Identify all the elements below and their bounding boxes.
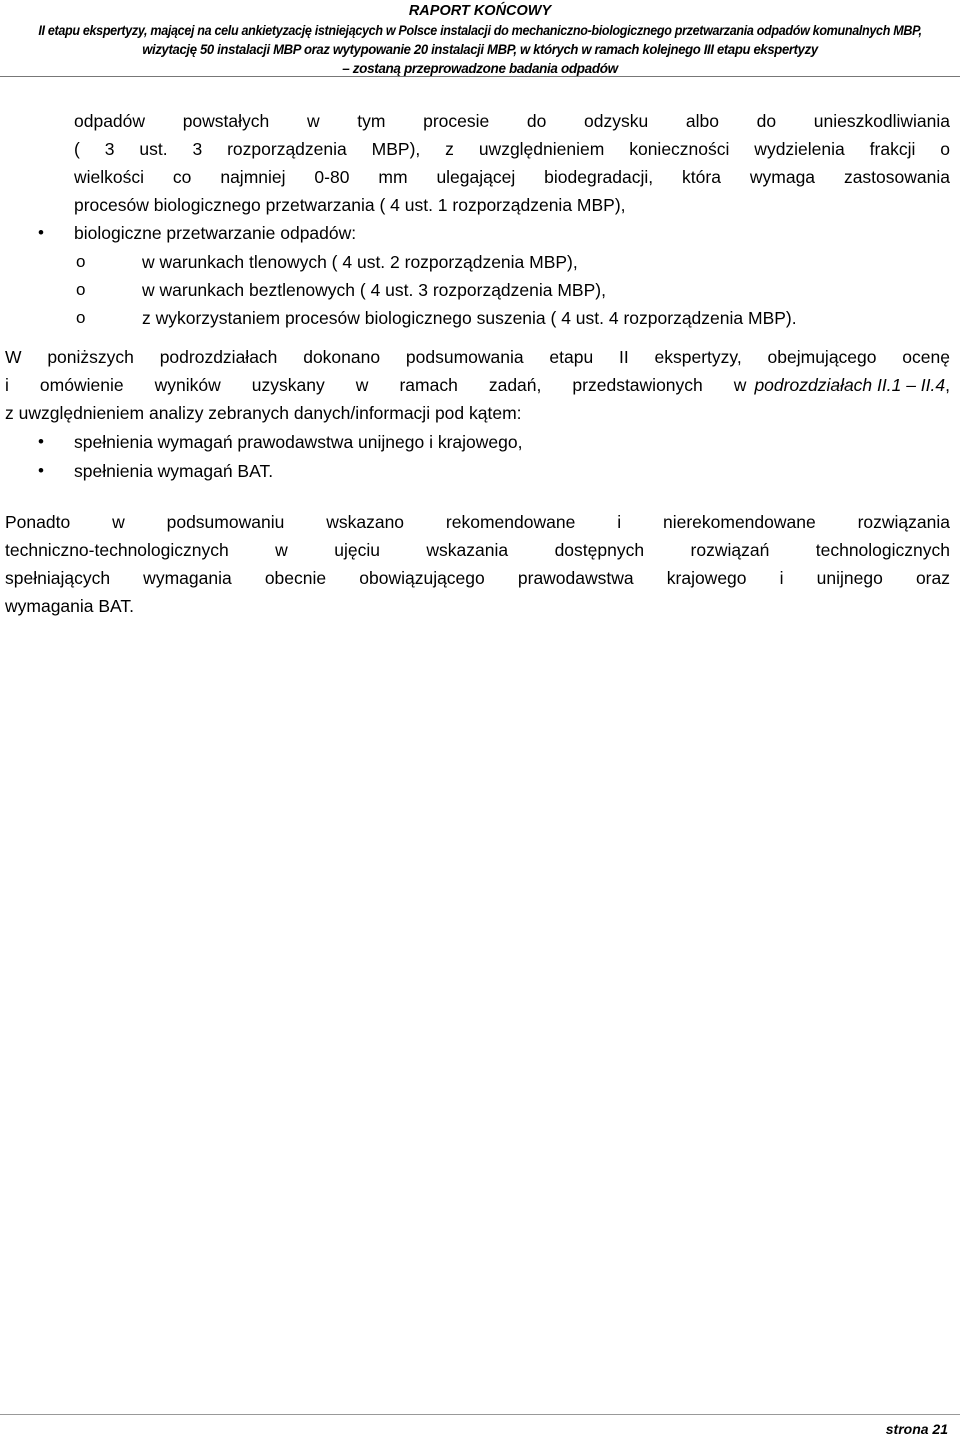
subbullet-item-3: z wykorzystaniem procesów biologicznego suszenia ( 4 ust. 4 rozporządzenia MBP). — [142, 308, 797, 328]
para2-line-2-ref — [754, 371, 950, 399]
header-divider — [0, 76, 960, 77]
para1-line-2: ( 3 ust. 3 rozporządzenia MBP), z uwzględnieniem konieczności wydzielenia frakcji o — [74, 139, 950, 159]
footer-divider — [0, 1414, 960, 1415]
para1-line-3: wielkości co najmniej 0-80 mm ulegającej biodegradacji, która wymaga zastosowania — [74, 167, 950, 187]
bullet-icon: • — [38, 223, 44, 242]
para1-line-1: odpadów powstałych w tym procesie do odzysku albo do unieszkodliwiania — [74, 111, 950, 131]
header-line-3: – zostaną przeprowadzone badania odpadów — [342, 61, 618, 76]
para3-line-4: wymagania BAT. — [5, 596, 135, 616]
criteria-item-1: spełnienia wymagań prawodawstwa unijnego i krajowego, — [74, 432, 523, 452]
para2-line-2-text: i omówienie wyników uzyskany w ramach zadań, przedstawionych w — [5, 375, 747, 395]
criteria-item-2: spełnienia wymagań BAT. — [74, 461, 274, 481]
bullet-icon: • — [38, 461, 44, 480]
para3-line-1: Ponadto w podsumowaniu wskazano rekomendowane i nierekomendowane rozwiązania — [5, 512, 950, 532]
subbullet-icon: o — [76, 252, 86, 271]
subbullet-icon: o — [76, 308, 86, 327]
header-line-2: wizytację 50 instalacji MBP oraz wytypowanie 20 instalacji MBP, w których w ramach kolejnego III etapu ekspertyzy — [142, 42, 818, 57]
page-header — [0, 0, 960, 78]
subbullet-item-1: w warunkach tlenowych ( 4 ust. 2 rozporządzenia MBP), — [142, 252, 578, 272]
para2-line-3: z uwzględnieniem analizy zebranych danych/informacji pod kątem: — [5, 403, 522, 423]
para3-line-2: techniczno-technologicznych w ujęciu wskazania dostępnych rozwiązań technologicznych — [5, 540, 950, 560]
bullet-bio-label: biologiczne przetwarzanie odpadów: — [74, 223, 357, 243]
subbullet-icon: o — [76, 280, 86, 299]
bullet-icon: • — [38, 432, 44, 451]
page-number: strona 21 — [885, 1421, 948, 1437]
para2-line-2 — [5, 371, 950, 399]
header-line-1: II etapu ekspertyzy, mającej na celu ankietyzację istniejących w Polsce instalacji do mechaniczno-biologicznego przetwarzania odpadów komunalnych MBP, — [38, 23, 922, 38]
para3-line-3: spełniających wymagania obecnie obowiązującego prawodawstwa krajowego i unijnego oraz — [5, 568, 950, 588]
subbullet-item-2: w warunkach beztlenowych ( 4 ust. 3 rozporządzenia MBP), — [142, 280, 606, 300]
para2-ref-italic: podrozdziałach II.1 – II.4 — [754, 375, 946, 395]
report-title: RAPORT KOŃCOWY — [408, 3, 552, 19]
para2-line-1: W poniższych podrozdziałach dokonano podsumowania etapu II ekspertyzy, obejmującego ocenę — [5, 347, 950, 367]
para1-line-4: procesów biologicznego przetwarzania ( 4 ust. 1 rozporządzenia MBP), — [74, 195, 626, 215]
para2-comma: , — [945, 375, 950, 395]
